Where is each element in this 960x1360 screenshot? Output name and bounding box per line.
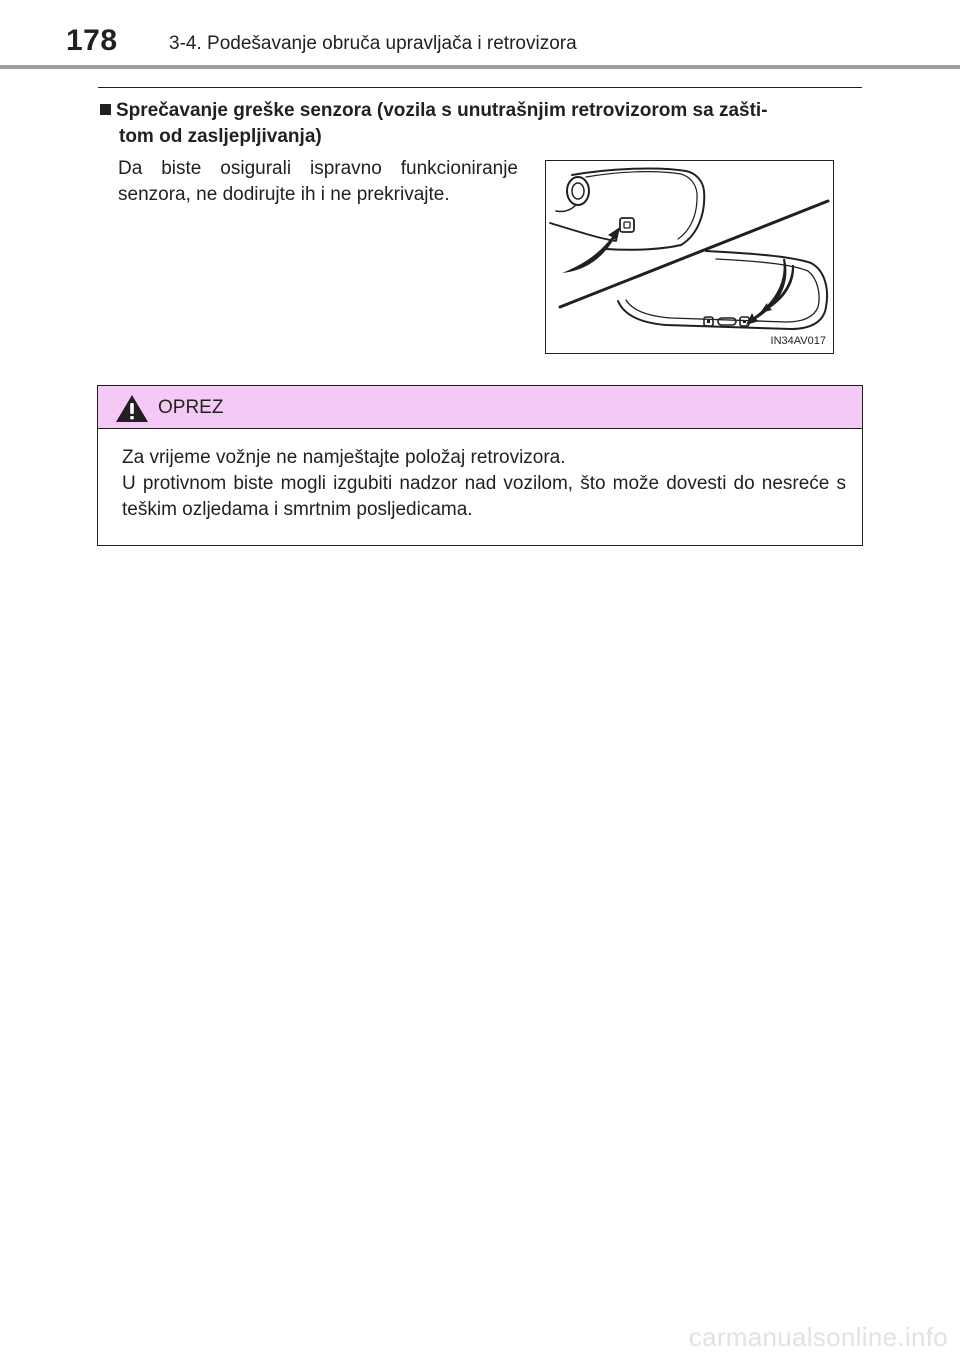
rearview-mirror-sensors-illustration <box>546 161 834 354</box>
chapter-title: 3-4. Podešavanje obruča upravljača i retrovizora <box>169 33 577 54</box>
warning-triangle-icon <box>115 394 149 424</box>
page-number: 178 <box>66 24 118 57</box>
bullet-square-icon <box>100 104 111 115</box>
mirror-sensor-figure <box>545 160 834 354</box>
section-heading <box>100 98 862 150</box>
figure-code: IN34AV017 <box>770 335 826 347</box>
section-divider <box>98 87 862 88</box>
section-body-text: Da biste osigurali ispravno funkcioniranje senzora, ne dodirujte ih i ne prekrivajte. <box>118 158 518 205</box>
caution-header <box>98 386 862 429</box>
caution-text <box>122 445 846 523</box>
caution-title: OPREZ <box>158 397 224 418</box>
header-rule <box>0 65 960 69</box>
caution-box <box>97 385 863 546</box>
caution-line-2: U protivnom biste mogli izgubiti nadzor nad vozilom, što može dovesti do nesreće s teškim ozljedama i smrtnim posljedicama. <box>122 473 846 520</box>
section-heading-line2: tom od zasljepljivanja) <box>119 126 322 147</box>
section-heading-line1: Sprečavanje greške senzora (vozila s unutrašnjim retrovizorom sa zašti- <box>116 100 768 121</box>
caution-line-1: Za vrijeme vožnje ne namještajte položaj retrovizora. <box>122 447 566 468</box>
watermark: carmanualsonline.info <box>688 1322 948 1352</box>
